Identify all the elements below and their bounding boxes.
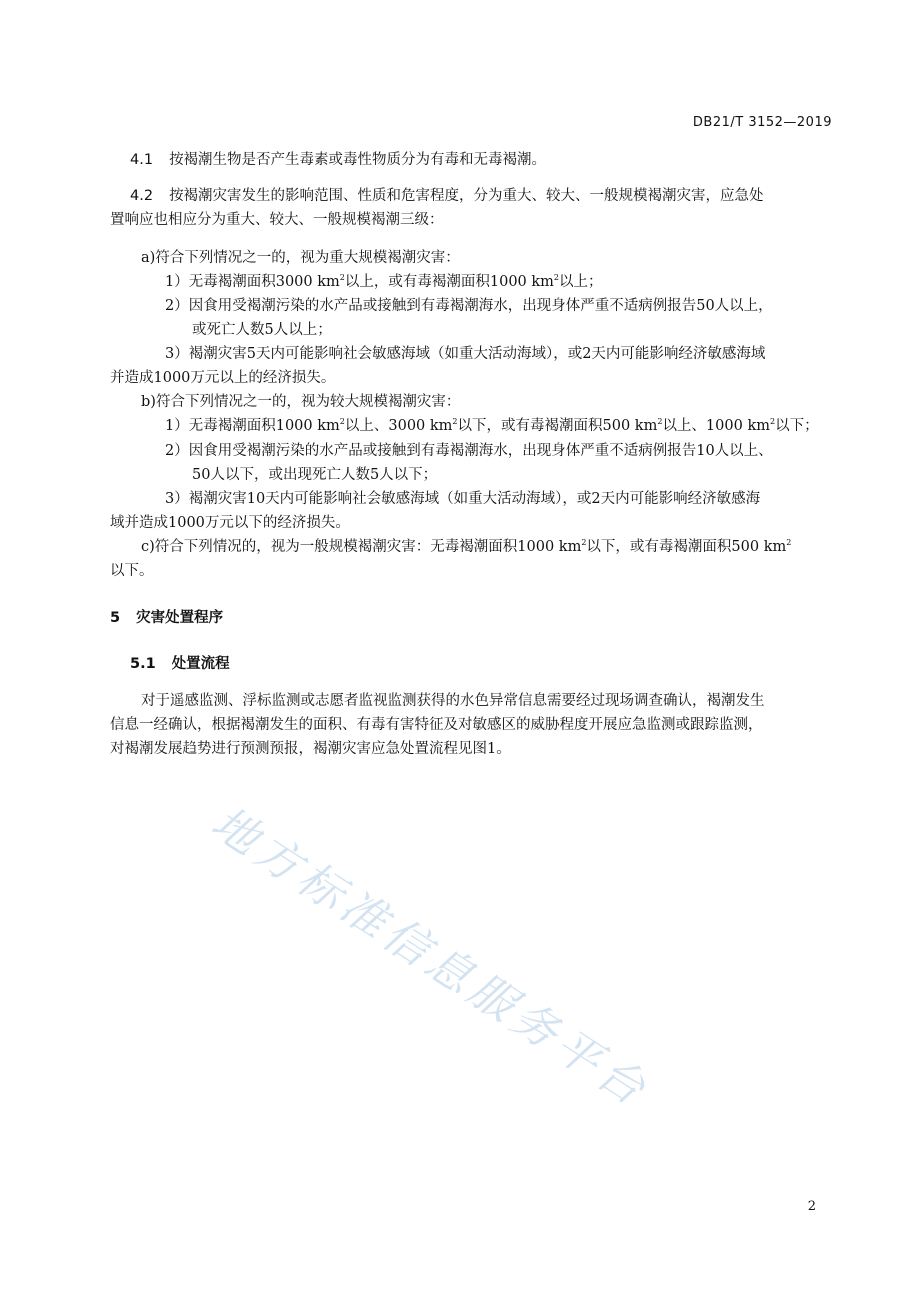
item-a-sub1: 1）无毒褐潮面积3000 $km^2$以上，或有毒褐潮面积1000 $km^2$以上； xyxy=(165,273,603,290)
section-title: 处置流程 xyxy=(171,656,230,672)
item-c-line2: 以下。 xyxy=(110,563,154,579)
watermark-text: 地方标准信息服务平台 xyxy=(202,795,659,1118)
item-a-sub3-line1: 3）褐潮灾害5天内可能影响社会敏感海域（如重大活动海域），或2天内可能影响经济敏感海域 xyxy=(165,346,766,362)
section-5-1-heading xyxy=(130,654,230,674)
clause-text: 按褐潮生物是否产生毒素或毒性物质分为有毒和无毒褐潮。 xyxy=(169,152,547,168)
clause-number: 4.1 xyxy=(130,152,154,168)
clause-4-2-line1 xyxy=(130,186,764,206)
clause-4-2-line2: 置响应也相应分为重大、较大、一般规模褐潮三级： xyxy=(110,212,444,228)
item-b-sub2-line1: 2）因食用受褐潮污染的水产品或接触到有毒褐潮海水，出现身体严重不适病例报告10人以上、 xyxy=(165,443,773,459)
item-b-sub3-line1: 3）褐潮灾害10天内可能影响社会敏感海域（如重大活动海域），或2天内可能影响经济敏感海 xyxy=(165,491,761,507)
item-a-sub2-line1: 2）因食用受褐潮污染的水产品或接触到有毒褐潮海水，出现身体严重不适病例报告50人以上， xyxy=(165,298,773,314)
clause-text: 按褐潮灾害发生的影响范围、性质和危害程度，分为重大、较大、一般规模褐潮灾害，应急处 xyxy=(169,188,764,204)
clause-number: 4.2 xyxy=(130,188,154,204)
section-title: 灾害处置程序 xyxy=(136,610,224,626)
item-b-sub2-line2: 50人以下，或出现死亡人数5人以下； xyxy=(192,467,438,483)
item-b-sub1: 1）无毒褐潮面积1000 $km^2$以上、3000 $km^2$以下，或有毒褐潮面积500 $km^2$以上、1000 $km^2$以下； xyxy=(165,417,819,434)
item-a-label: a)符合下列情况之一的，视为重大规模褐潮灾害： xyxy=(141,250,460,266)
para-5-1-line3: 对褐潮发展趋势进行预测预报，褐潮灾害应急处置流程见图1。 xyxy=(110,741,511,757)
section-number: 5 xyxy=(110,610,121,626)
para-5-1-line1: 对于遥感监测、浮标监测或志愿者监视监测获得的水色异常信息需要经过现场调查确认，褐潮发生 xyxy=(141,693,765,709)
item-a-sub2-line2: 或死亡人数5人以上； xyxy=(192,322,332,338)
section-5-heading xyxy=(110,608,223,628)
section-number: 5.1 xyxy=(130,656,156,672)
para-5-1-line2: 信息一经确认，根据褐潮发生的面积、有毒有害特征及对敏感区的威胁程度开展应急监测或跟踪监测， xyxy=(110,717,763,733)
item-a-sub3-line2: 并造成1000万元以上的经济损失。 xyxy=(110,370,336,386)
document-code: DB21/T 3152—2019 xyxy=(692,115,832,130)
item-b-label: b)符合下列情况之一的，视为较大规模褐潮灾害： xyxy=(141,394,461,410)
page-number: 2 xyxy=(807,1199,816,1214)
item-c-line1: c)符合下列情况的，视为一般规模褐潮灾害：无毒褐潮面积1000 $km^2$以下，或有毒褐潮面积500 $km^2$ xyxy=(141,538,792,555)
clause-4-1 xyxy=(130,150,546,170)
item-b-sub3-line2: 域并造成1000万元以下的经济损失。 xyxy=(110,515,350,531)
